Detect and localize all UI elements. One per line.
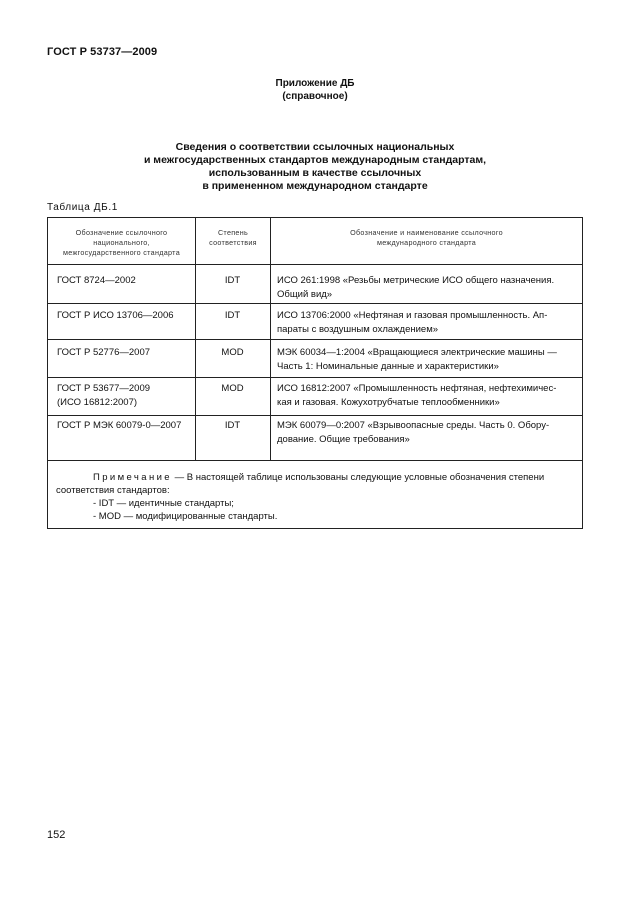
- compliance-table: [47, 217, 583, 529]
- national-standard-cell: ГОСТ 8724—2002: [57, 275, 136, 286]
- note-continuation: соответствия стандартов:: [56, 485, 170, 496]
- national-standard-cell: ГОСТ Р МЭК 60079-0—2007: [57, 420, 182, 431]
- row-divider: [48, 303, 582, 304]
- annex-title: Приложение ДБ: [275, 78, 355, 89]
- row-divider: [48, 415, 582, 416]
- note-divider: [48, 460, 582, 461]
- note-item: - IDT — идентичные стандарты;: [93, 498, 234, 509]
- note-text: — В настоящей таблице использованы следующие условные обозначения степени: [172, 472, 545, 483]
- international-standard-cell: МЭК 60034—1:2004 «Вращающиеся электрические машины — Часть 1: Номинальные данные и характеристики»: [277, 347, 557, 372]
- header-degree: Степень соответствия: [209, 228, 257, 247]
- note-label: Примечание: [93, 472, 172, 483]
- header-international-standard: Обозначение и наименование ссылочного международного стандарта: [350, 228, 503, 247]
- header-divider: [48, 264, 582, 265]
- degree-cell: MOD: [221, 383, 244, 394]
- heading-line: использованным в качестве ссылочных: [208, 167, 422, 179]
- degree-cell: MOD: [221, 347, 244, 358]
- row-divider: [48, 377, 582, 378]
- heading-line: и межгосударственных стандартов международным стандартам,: [143, 154, 487, 166]
- national-standard-cell: ГОСТ Р 52776—2007: [57, 347, 151, 358]
- heading-line: Сведения о соответствии ссылочных национальных: [175, 141, 455, 153]
- row-divider: [48, 339, 582, 340]
- national-standard-cell: ГОСТ Р 53677—2009 (ИСО 16812:2007): [57, 383, 151, 408]
- table-label: Таблица ДБ.1: [47, 202, 118, 213]
- heading-line: в примененном международном стандарте: [202, 180, 428, 192]
- page-number: 152: [47, 829, 66, 841]
- international-standard-cell: ИСО 13706:2000 «Нефтяная и газовая промышленность. Ап- параты с воздушным охлаждением»: [277, 310, 548, 335]
- section-heading: [0, 141, 630, 193]
- degree-cell: IDT: [224, 420, 241, 431]
- degree-cell: IDT: [224, 275, 241, 286]
- note-first-line: [56, 471, 576, 484]
- document-code: ГОСТ Р 53737—2009: [47, 46, 158, 58]
- note-item: - MOD — модифицированные стандарты.: [93, 511, 278, 522]
- annex-subtitle: (справочное): [282, 91, 348, 102]
- degree-cell: IDT: [224, 310, 241, 321]
- national-standard-cell: ГОСТ Р ИСО 13706—2006: [57, 310, 174, 321]
- table-note: [56, 471, 576, 523]
- international-standard-cell: ИСО 16812:2007 «Промышленность нефтяная, нефтехимичес- кая и газовая. Кожухотрубчатые теплообменники»: [277, 383, 557, 408]
- international-standard-cell: ИСО 261:1998 «Резьбы метрические ИСО общего назначения. Общий вид»: [277, 275, 555, 300]
- international-standard-cell: МЭК 60079—0:2007 «Взрывоопасные среды. Часть 0. Обору- дование. Общие требования»: [277, 420, 550, 445]
- header-national-standard: Обозначение ссылочного национального, межгосударственного стандарта: [63, 228, 180, 257]
